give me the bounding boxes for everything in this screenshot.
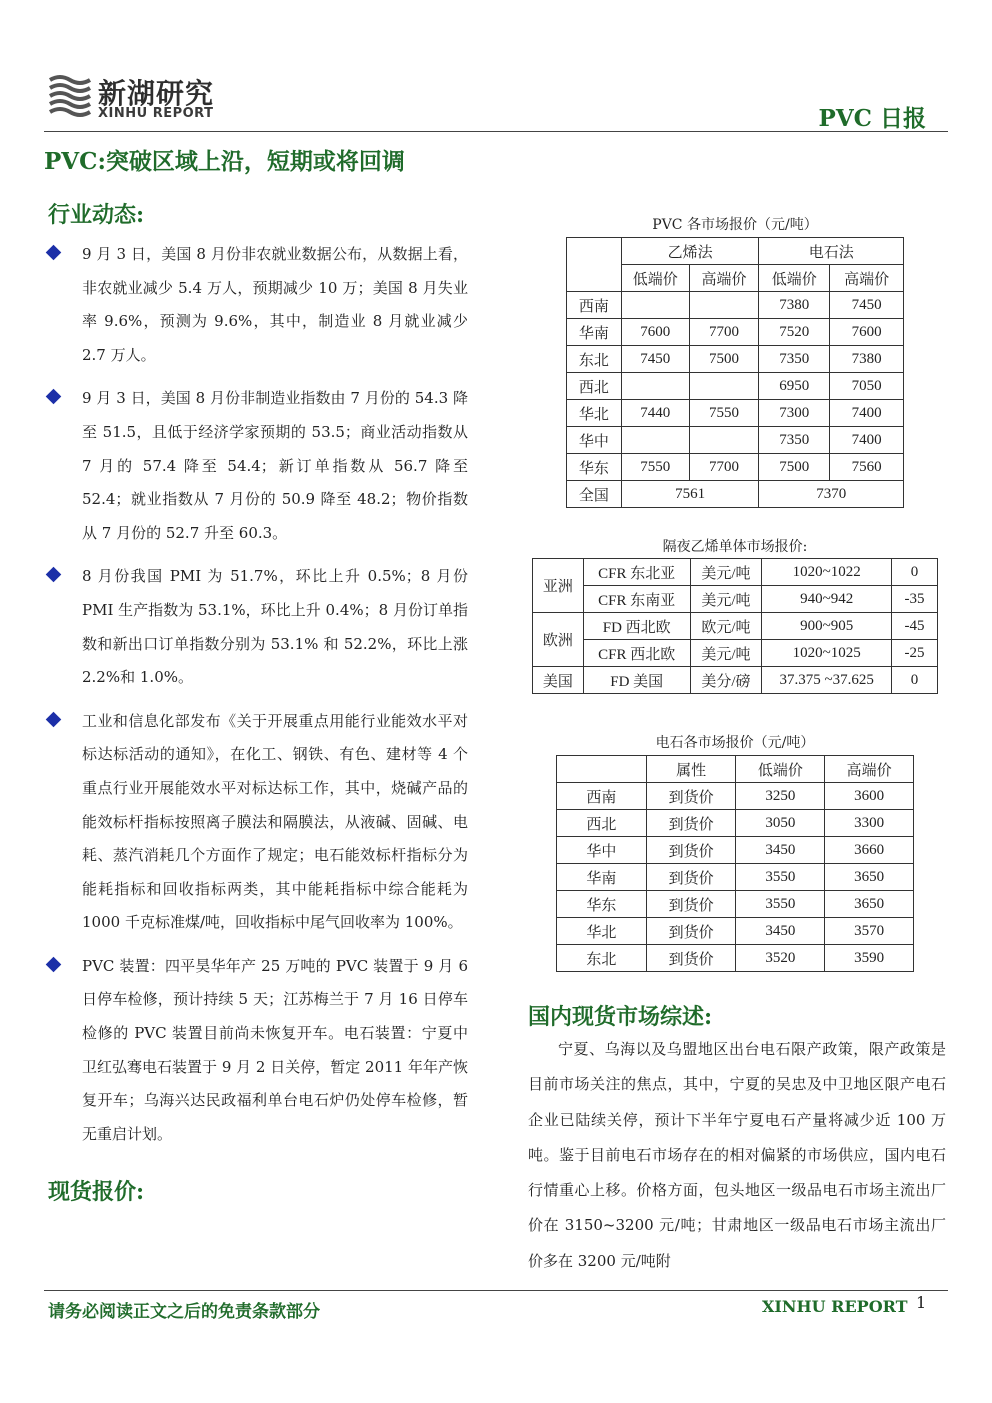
- table-row: 华中 到货价 3450 3660: [557, 837, 914, 864]
- footer-divider: [44, 1290, 948, 1291]
- news-item: 8 月份我国 PMI 为 51.7%，环比上升 0.5%；8 月份 PMI 生产指数为 53.1%，环比上升 0.4%；8 月份订单指数和新出口订单指数分别为 53.1% 和 52.2%，环比上涨 2.2%和 1.0%。: [48, 560, 468, 694]
- table-row-national: 全国 7561 7370: [567, 481, 904, 508]
- ethylene-table-caption: 隔夜乙烯单体市场报价:: [662, 539, 808, 555]
- table-row: 华北 到货价 3450 3570: [557, 918, 914, 945]
- table-row: 华南 到货价 3550 3650: [557, 864, 914, 891]
- header-divider: [44, 131, 948, 132]
- table-row: 东北 到货价 3520 3590: [557, 945, 914, 972]
- carbide-table-caption: 电石各市场报价（元/吨）: [655, 735, 815, 751]
- table-row: 亚洲 CFR 东北亚 美元/吨 1020~1022 0: [533, 559, 938, 586]
- news-item: PVC 装置：四平昊华年产 25 万吨的 PVC 装置于 9 月 6 日停车检修，预计持续 5 天；江苏梅兰于 7 月 16 日停车检修的 PVC 装置目前尚未恢复开车。电石装置：宁夏中卫红弘骞电石装置于 9 月 2 日关停，暂定 2011 年年产恢复开车；乌海兴达民政福利单台电石炉仍处停车检修，暂无重启计划。: [48, 950, 468, 1152]
- table-header-row: 属性 低端价 高端价: [557, 756, 914, 783]
- footer-brand: XINHU REPORT: [762, 1297, 908, 1316]
- disclaimer-link[interactable]: 请务必阅读正文之后的免责条款部分: [48, 1302, 320, 1322]
- diamond-bullet-icon: [46, 389, 62, 405]
- carbide-price-table: [556, 755, 914, 972]
- pvc-price-table: 乙烯法 电石法 低端价 高端价 低端价 高端价 西南 7380 7450 华南 7600 7700 7520 7600 东北 7450 7500 7350 7380 西北 6950 7050 华北 7440 7550 7300 7400 华中 7350 7400 华东 7550 7700 7500 7560 全国 7561 7370: [566, 237, 904, 508]
- diamond-bullet-icon: [46, 957, 62, 973]
- diamond-bullet-icon: [46, 711, 62, 727]
- table-row: 东北 7450 7500 7350 7380: [567, 346, 904, 373]
- page-number: 1: [916, 1293, 927, 1312]
- table-row: 西北 到货价 3050 3300: [557, 810, 914, 837]
- table-row: 华北 7440 7550 7300 7400: [567, 400, 904, 427]
- industry-heading: 行业动态:: [48, 202, 145, 228]
- diamond-bullet-icon: [46, 245, 62, 261]
- pvc-table-caption: PVC 各市场报价（元/吨）: [652, 217, 818, 233]
- news-item: 9 月 3 日，美国 8 月份非制造业指数由 7 月份的 54.3 降至 51.5，且低于经济学家预期的 53.5；商业活动指数从 7 月的 57.4 降至 54.4；新订单指数从 56.7 降至 52.4；就业指数从 7 月份的 50.9 降至 48.2；物价指数从 7 月份的 52.7 升至 60.3。: [48, 382, 468, 550]
- table-row: 华东 到货价 3550 3650: [557, 891, 914, 918]
- header-carbide: 电石法: [759, 238, 904, 265]
- news-item: 工业和信息化部发布《关于开展重点用能行业能效水平对标达标活动的通知》，在化工、钢铁、有色、建材等 4 个重点行业开展能效水平对标达标工作，其中，烧碱产品的能效标杆指标按照离子膜法和隔膜法，从液碱、固碱、电耗、蒸汽消耗几个方面作了规定；电石能效标杆指标分为能耗指标和回收指标两类，其中能耗指标中综合能耗为 1000 千克标准煤/吨，回收指标中尾气回收率为 100%。: [48, 705, 468, 940]
- table-row: 欧洲 FD 西北欧 欧元/吨 900~905 -45: [533, 613, 938, 640]
- table-row: 西南 7380 7450: [567, 292, 904, 319]
- waves-logo-icon: [48, 74, 92, 118]
- logo-english-name: XINHU REPORT: [98, 106, 214, 121]
- table-row: 西南 到货价 3250 3600: [557, 783, 914, 810]
- table-row: 华中 7350 7400: [567, 427, 904, 454]
- industry-news-list: [48, 238, 468, 1151]
- company-logo: [48, 72, 248, 124]
- table-row: 华南 7600 7700 7520 7600: [567, 319, 904, 346]
- ethylene-price-table: [532, 558, 938, 694]
- news-item: 9 月 3 日，美国 8 月份非农就业数据公布，从数据上看，非农就业减少 5.4 万人，预期减少 10 万；美国 8 月失业率 9.6%，预测为 9.6%，其中，制造业 8 月就业减少 2.7 万人。: [48, 238, 468, 372]
- report-type: PVC 日报: [818, 105, 926, 132]
- table-row: 华东 7550 7700 7500 7560: [567, 454, 904, 481]
- table-row: CFR 西北欧 美元/吨 1020~1025 -25: [533, 640, 938, 667]
- domestic-market-paragraph: 宁夏、乌海以及乌盟地区出台电石限产政策，限产政策是目前市场关注的焦点，其中，宁夏的吴忠及中卫地区限产电石企业已陆续关停，预计下半年宁夏电石产量将减少近 100 万吨。鉴于目前电石市场存在的相对偏紧的市场供应，国内电石行情重心上移。价格方面，包头地区一级品电石市场主流出厂价在 3150~3200 元/吨；甘肃地区一级品电石市场主流出厂价多在 3200 元/吨附: [528, 1040, 946, 1270]
- header-ethylene: 乙烯法: [621, 238, 759, 265]
- table-row: 美国 FD 美国 美分/磅 37.375 ~37.625 0: [533, 667, 938, 694]
- logo-chinese-name: 新湖研究: [98, 77, 215, 110]
- page-title: PVC:突破区域上沿，短期或将回调: [44, 148, 405, 175]
- table-row: 西北 6950 7050: [567, 373, 904, 400]
- diamond-bullet-icon: [46, 567, 62, 583]
- domestic-market-heading: 国内现货市场综述:: [528, 1004, 713, 1030]
- spot-price-heading: 现货报价:: [48, 1179, 145, 1205]
- table-row: CFR 东南亚 美元/吨 940~942 -35: [533, 586, 938, 613]
